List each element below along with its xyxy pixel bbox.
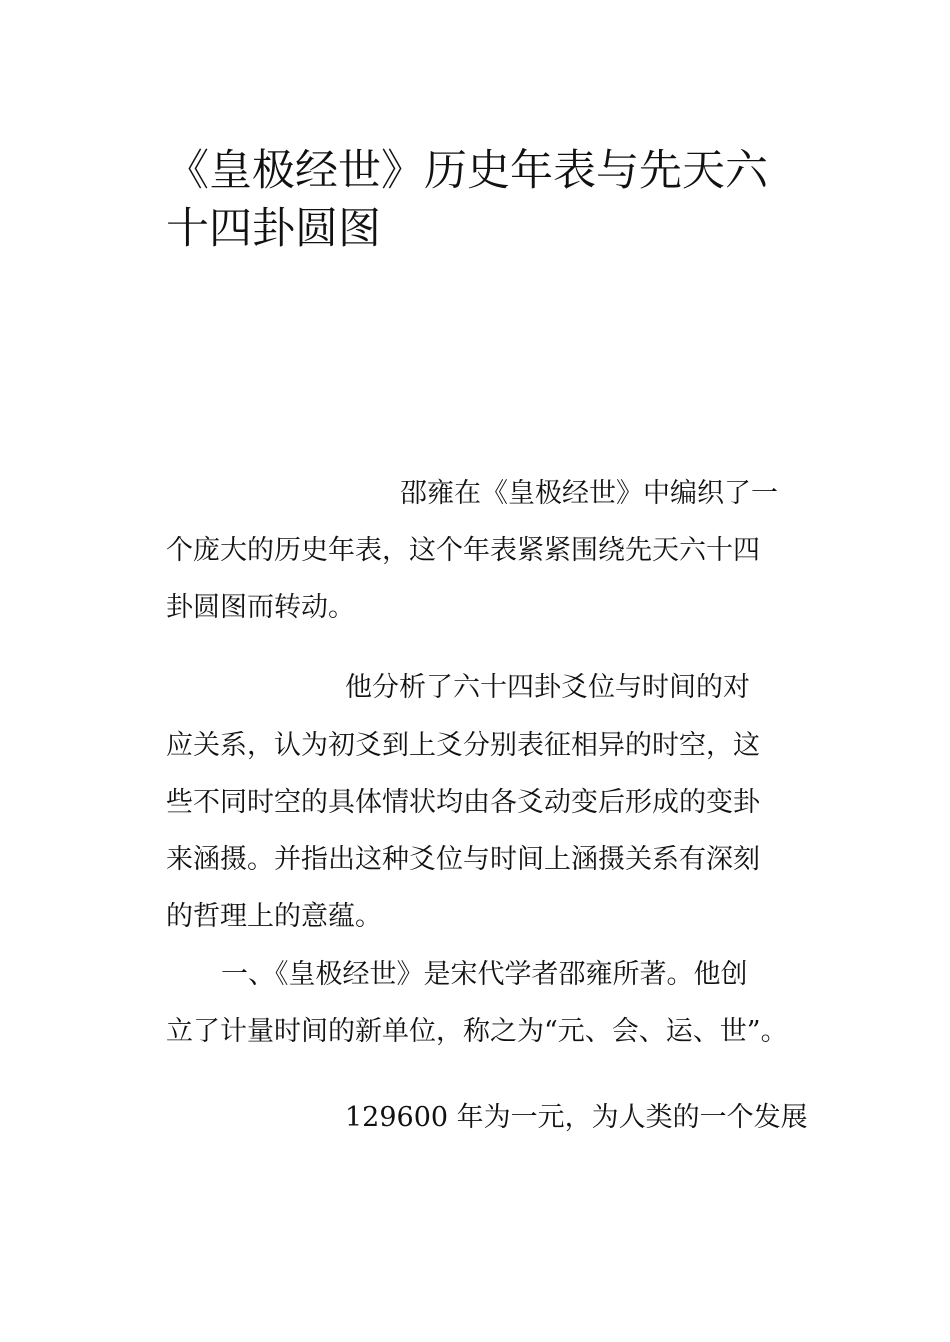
body-line: 立了计量时间的新单位，称之为“元、会、运、世”。 [166,1016,788,1047]
document-title: 《皇极经世》历史年表与先天六十四卦圆图 [166,146,768,254]
body-line: 来涵摄。并指出这种爻位与时间上涵摄关系有深刻 [166,844,760,875]
body-line: 邵雍在《皇极经世》中编织了一 [400,478,778,509]
body-line: 个庞大的历史年表，这个年表紧紧围绕先天六十四 [166,535,760,566]
body-line: 应关系，认为初爻到上爻分别表征相异的时空，这 [166,730,760,761]
body-line: 129600 年为一元，为人类的一个发展 [345,1102,808,1133]
body-line: 卦圆图而转动。 [166,592,355,623]
body-line: 一、《皇极经世》是宋代学者邵雍所著。他创 [221,959,748,990]
body-line: 的哲理上的意蕴。 [166,901,382,932]
body-line: 他分析了六十四卦爻位与时间的对 [345,672,750,703]
body-line: 些不同时空的具体情状均由各爻动变后形成的变卦 [166,787,760,818]
